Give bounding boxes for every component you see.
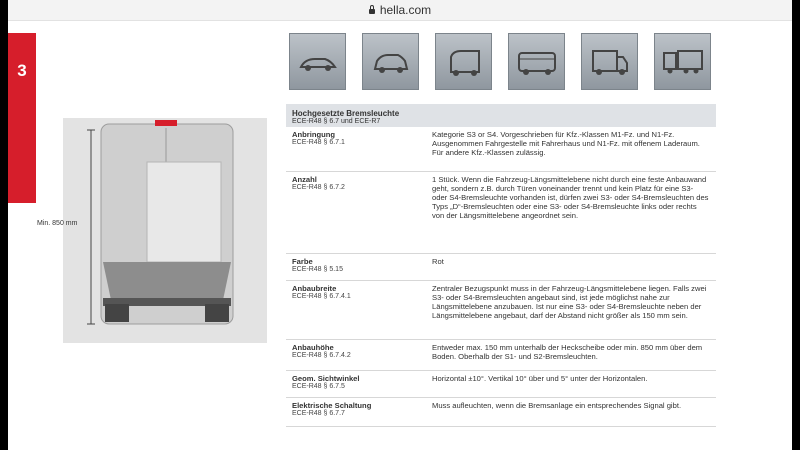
right-bezel (792, 0, 800, 450)
row-label: Elektrische Schaltung (292, 401, 372, 410)
min-height-label: Min. 850 mm (37, 220, 78, 227)
sports-car-icon[interactable] (289, 33, 346, 90)
row-label: Anbaubreite (292, 284, 337, 293)
row-text: Kategorie S3 or S4. Vorgeschrieben für Kfz.-Klassen M1-Fz. und N1-Fz. Ausgenommen Fahrgestelle mit Fahrerhaus und N1-Fz. mit offenem Laderaum. Für andere Kfz.-Klassen zulässig. (432, 130, 700, 157)
truck-icon[interactable] (581, 33, 638, 90)
row-label: Anbringung (292, 130, 336, 139)
row-label: Geom. Sichtwinkel (292, 374, 360, 383)
bus-icon[interactable] (508, 33, 565, 90)
row-text: 1 Stück. Wenn die Fahrzeug-Längsmittelebene nicht durch eine feste Anbauwand geht, sondern z.B. durch Türen voneinander trennt und kein Platz für eine S3- oder S4-Bremsleuchte vorhanden ist, dürfen zwei S3- oder S4-Bremsleuchten des Typs „D“-Bremsleuchten oder eine S3- oder S4-Bremsleuchte links oder rechts von der Längsmittelebene angeordnet sein. (432, 175, 709, 220)
row-text: Zentraler Bezugspunkt muss in der Fahrzeug-Längsmittelebene liegen. Falls zwei S3- oder S4-Bremsleuchten angebaut sind, ist jede möglichst nahe zur Längsmittelebene anzubauen. Ist nur eine S3- oder S4-Bremsleuchte neben der Längsmittelebene angebaut, darf der Abstand nicht größer als 150 mm sein. (432, 284, 707, 320)
row-ref: ECE-R48 § 6.7.4.2 (292, 352, 351, 359)
row-ref: ECE-R48 § 6.7.5 (292, 383, 345, 390)
table-row (286, 281, 716, 340)
brake-light (155, 120, 177, 126)
row-text: Horizontal ±10°. Vertikal 10° über und 5° unter der Horizontalen. (432, 374, 648, 383)
chapter-tab (8, 33, 36, 203)
table-title: Hochgesetzte Bremsleuchte (292, 109, 400, 118)
table-row (286, 340, 716, 371)
row-label: Anzahl (292, 175, 317, 184)
chapter-number: 3 (17, 61, 27, 80)
table-row (286, 254, 716, 281)
left-bezel (0, 0, 8, 450)
table-subtitle: ECE-R48 § 6.7 und ECE-R7 (292, 118, 381, 125)
trailer-truck-icon[interactable] (654, 33, 711, 90)
row-ref: ECE-R48 § 6.7.1 (292, 139, 345, 146)
row-text: Muss aufleuchten, wenn die Bremsanlage ein entsprechendes Signal gibt. (432, 401, 682, 410)
table-row (286, 398, 716, 427)
row-text: Entweder max. 150 mm unterhalb der Heckscheibe oder min. 850 mm über dem Boden. Oberhalb der S1- und S2-Bremsleuchten. (432, 343, 703, 361)
row-label: Farbe (292, 257, 313, 266)
table-row (286, 172, 716, 254)
table-row (286, 127, 716, 172)
row-ref: ECE-R48 § 6.7.2 (292, 184, 345, 191)
lock-icon (369, 9, 375, 14)
van-rear-drawing (63, 118, 267, 343)
hatchback-car-icon[interactable] (362, 33, 419, 90)
table-header (286, 104, 716, 127)
spec-table (286, 104, 716, 427)
van-icon[interactable] (435, 33, 492, 90)
row-ref: ECE-R48 § 6.7.7 (292, 410, 345, 417)
url-domain: hella.com (379, 3, 432, 17)
url-bar[interactable] (8, 0, 792, 21)
row-text: Rot (432, 257, 444, 266)
van-rear-illustration (63, 118, 267, 343)
row-ref: ECE-R48 § 6.7.4.1 (292, 293, 351, 300)
row-ref: ECE-R48 § 5.15 (292, 266, 343, 273)
vehicle-icons (289, 33, 711, 90)
table-row (286, 371, 716, 398)
row-label: Anbauhöhe (292, 343, 334, 352)
